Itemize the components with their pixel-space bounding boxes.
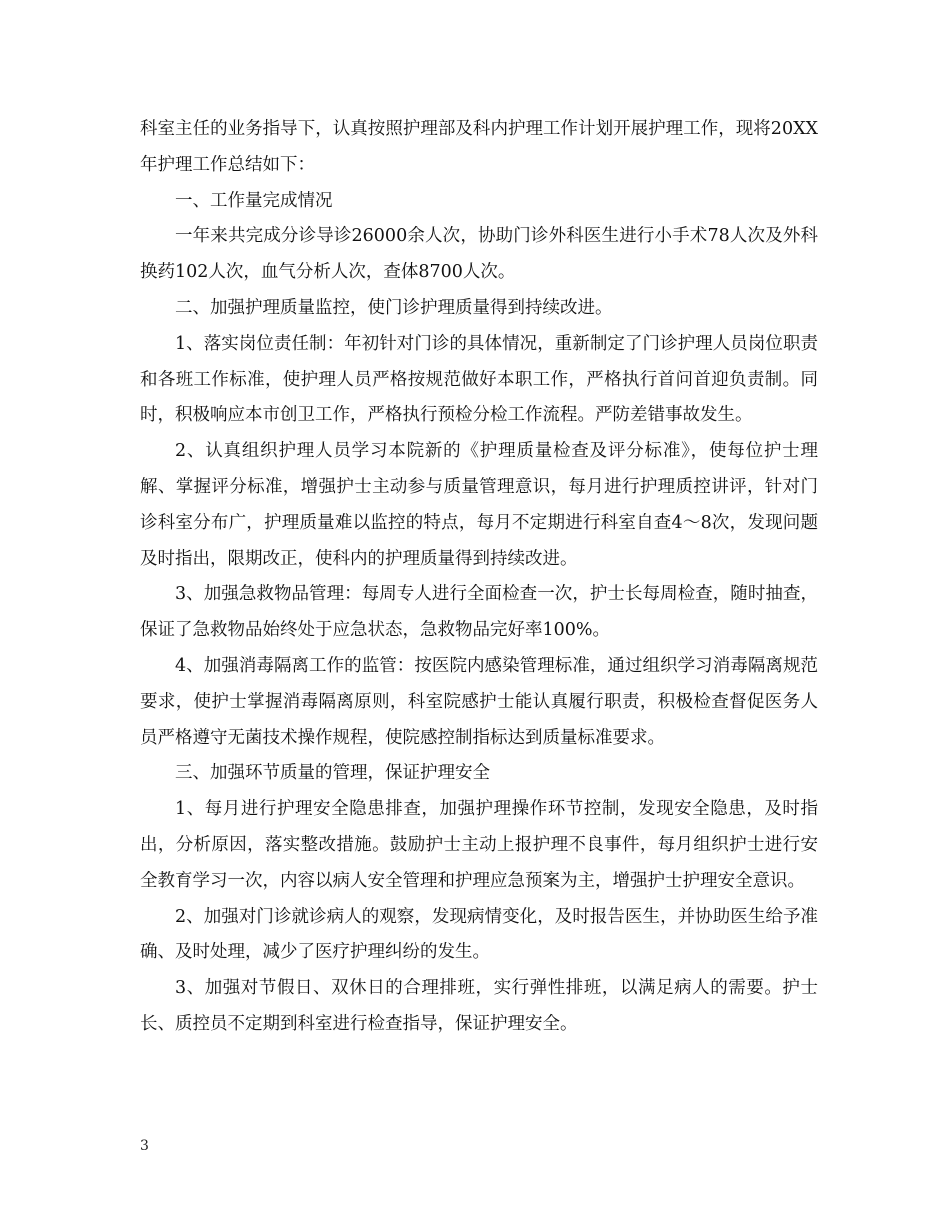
paragraph-safety-3: 3、加强对节假日、双休日的合理排班，实行弹性排班，以满足病人的需要。护士长、质控员不定期到科室进行检查指导，保证护理安全。	[140, 978, 818, 1034]
paragraph-safety-2: 2、加强对门诊就诊病人的观察，发现病情变化，及时报告医生，并协助医生给予准确、及时处理，减少了医疗护理纠纷的发生。	[140, 906, 818, 963]
paragraph-item-2: 2、认真组织护理人员学习本院新的《护理质量检查及评分标准》，使每位护士理解、掌握评分标准，增强护士主动参与质量管理意识，每月进行护理质控讲评，针对门诊科室分布广，护理质量难以监控的特点，每月不定期进行科室自查4～8次，发现问题及时指出，限期改正，使科内的护理质量得到持续改进。	[140, 441, 818, 569]
paragraph-item-1: 1、落实岗位责任制：年初针对门诊的具体情况，重新制定了门诊护理人员岗位职责和各班工作标准，使护理人员严格按规范做好本职工作，严格执行首问首迎负责制。同时，积极响应本市创卫工作，严格执行预检分检工作流程。严防差错事故发生。	[140, 333, 818, 426]
section-heading-workload: 一、工作量完成情况	[175, 190, 333, 211]
paragraph-intro: 科室主任的业务指导下，认真按照护理部及科内护理工作计划开展护理工作，现将20XX年护理工作总结如下：	[140, 119, 818, 175]
paragraph-item-3: 3、加强急救物品管理：每周专人进行全面检查一次，护士长每周检查，随时抽查，保证了急救物品始终处于应急状态，急救物品完好率100%。	[140, 584, 818, 641]
page-number: 3	[140, 1138, 149, 1154]
paragraph-safety-1: 1、每月进行护理安全隐患排查，加强护理操作环节控制，发现安全隐患，及时指出，分析原因，落实整改措施。鼓励护士主动上报护理不良事件，每月组织护士进行安全教育学习一次，内容以病人安全管理和护理应急预案为主，增强护士护理安全意识。	[140, 799, 818, 891]
paragraph-item-4: 4、加强消毒隔离工作的监管：按医院内感染管理标准，通过组织学习消毒隔离规范要求，使护士掌握消毒隔离原则，科室院感护士能认真履行职责，积极检查督促医务人员严格遵守无菌技术操作规程，使院感控制指标达到质量标准要求。	[140, 655, 818, 748]
section-heading-quality-control: 二、加强护理质量监控，使门诊护理质量得到持续改进。	[175, 297, 613, 318]
section-heading-safety: 三、加强环节质量的管理，保证护理安全	[175, 763, 490, 784]
paragraph-workload: 一年来共完成分诊导诊26000余人次，协助门诊外科医生进行小手术78人次及外科换药102人次，血气分析人次，查体8700人次。	[140, 226, 818, 283]
document-body	[140, 112, 818, 1043]
